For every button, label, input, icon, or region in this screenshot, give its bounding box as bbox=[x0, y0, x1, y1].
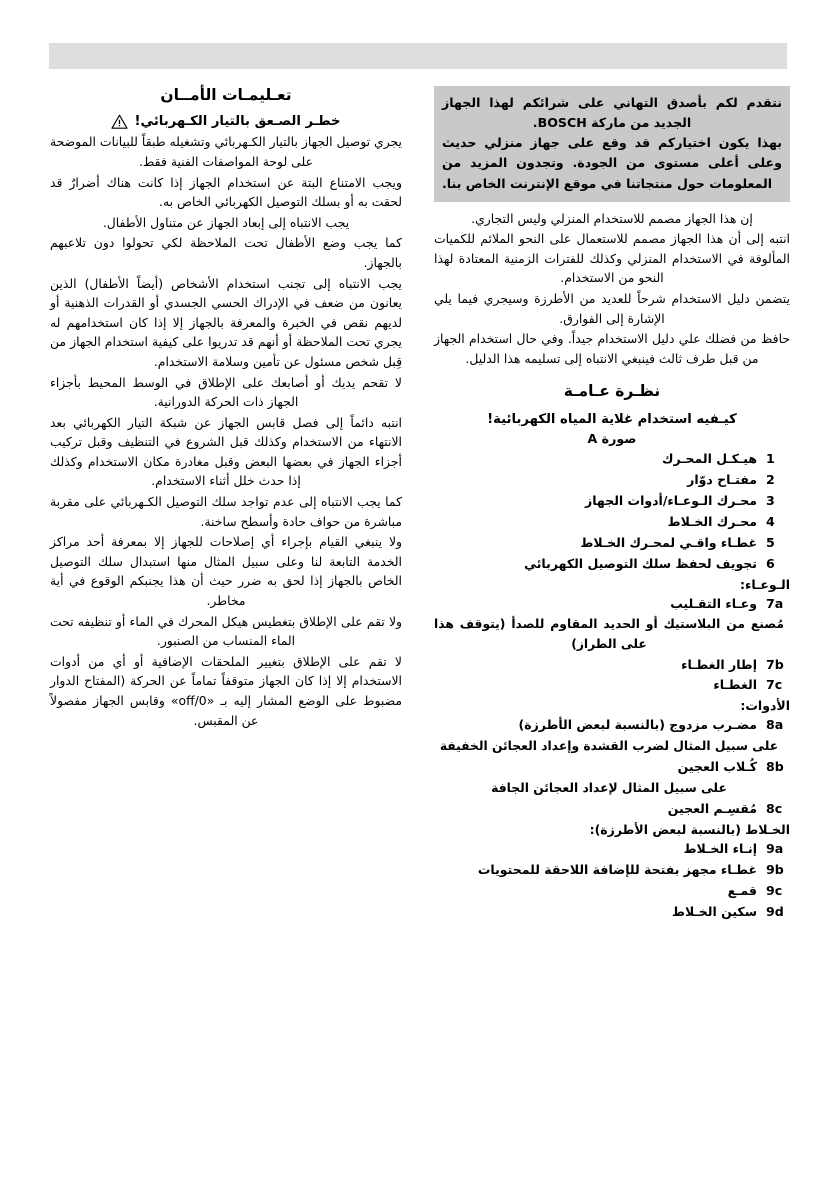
right-paragraph-3: يتضمن دليل الاستخدام شرحاً للعديد من الأطرزة وسيجري فيما يلي الإشارة إلى الفوارق. bbox=[434, 291, 790, 326]
part-number: 8a bbox=[766, 717, 784, 733]
part-item bbox=[434, 716, 790, 735]
safety-paragraph-10: ولا تقم على الإطلاق بتغطيس هيكل المحرك في الماء أو تنظيفه تحت الماء المنساب من الصنبور. bbox=[50, 613, 402, 649]
part-number: 6 bbox=[766, 555, 775, 571]
right-paragraph-1: إن هذا الجهاز مصمم للاستخدام المنزلي وليس التجاري. bbox=[471, 210, 753, 226]
electric-shock-warning bbox=[50, 114, 402, 129]
safety-paragraph-8: كما يجب الانتباه إلى عدم تواجد سلك التوصيل الكـهربائي على مقربة مباشرة من حواف حادة وأسطح ساخنة. bbox=[50, 494, 402, 529]
part-item bbox=[434, 555, 790, 574]
part-note: على سبيل المثال لضرب القشدة وإعداد العجائن الخفيفة bbox=[439, 739, 779, 754]
safety-paragraph-5: يجب الانتباه إلى تجنب استخدام الأشخاص (أيضاً الأطفال) الذين يعانون من ضعف في الإدراك الحسي الجسدي أو القدرات الذهنية أو لديهم نقص في الخبرة والمعرفة بالجهاز إلا إذا كان استخدامهم له يجري تحت الملاحظة أو أنهم قد تدريوا على كيفية استخدام الجهاز من قِبل شخص مسئول عن تأمين وسلامة الاستخدام. bbox=[50, 275, 402, 369]
part-number: 9c bbox=[766, 882, 783, 898]
warning-triangle-icon bbox=[111, 114, 128, 129]
part-item bbox=[434, 513, 790, 532]
part-item bbox=[434, 595, 790, 614]
safety-paragraph-2: ويجب الامتناع البتة عن استخدام الجهاز إذا كانت هناك أضرارٌ قد لحقت به أو بسلك التوصيل الكهربائي الخاص به. bbox=[50, 174, 402, 210]
top-header-banner bbox=[49, 43, 787, 69]
intro-line-1: نتقدم لكم بأصدق التهاني على شرائكم لهذا الجهاز الجديد من ماركة BOSCH. bbox=[442, 95, 782, 131]
two-column-layout bbox=[40, 86, 800, 924]
part-label: كُـلاب العجين bbox=[677, 759, 757, 775]
part-label: هيـكـل المحـرك bbox=[662, 451, 757, 467]
overview-section-title: نظـرة عـامـة bbox=[563, 382, 661, 401]
part-number: 4 bbox=[766, 513, 775, 529]
intro-highlight-box bbox=[434, 86, 790, 202]
intro-line-2: بهذا يكون اختياركم قد وقع على جهاز منزلي حديث وعلى أعلى مستوى من الجودة. وتجدون المزيد من المعلومات حول منتجاتنا في موقع الإنترنت الخاص بنا. bbox=[442, 135, 782, 191]
part-item bbox=[434, 471, 790, 490]
part-item bbox=[434, 492, 790, 511]
part-label: الغطـاء bbox=[713, 677, 757, 693]
part-item bbox=[434, 656, 790, 675]
part-number: 8c bbox=[766, 801, 783, 817]
part-number: 2 bbox=[766, 472, 775, 488]
right-paragraph-4: حافظ من فضلك علي دليل الاستخدام جيداً. وفي حال استخدام الجهاز من قبل طرف ثالث فينبغي الانتباه إلى تسليمه هذا الدليل. bbox=[434, 331, 790, 366]
safety-paragraph-1: يجري توصيل الجهاز بالتيار الكـهربائي وتشغيله طبقاً للبيانات الموضحة على لوحة المواصفات الفنية فقط. bbox=[50, 134, 402, 169]
part-item bbox=[434, 903, 790, 922]
part-label: غطـاء مجهز بفتحة للإضافة اللاحقة للمحتويات bbox=[477, 862, 757, 878]
part-label: وعـاء التقـليب bbox=[670, 595, 757, 611]
part-number: 7c bbox=[766, 677, 783, 693]
part-number: 9b bbox=[766, 862, 784, 878]
part-label: مضـرب مزدوج (بالنسبة لبعض الأطرزة) bbox=[518, 717, 757, 733]
parts-list-bowl bbox=[434, 595, 790, 614]
parts-list-blender bbox=[434, 840, 790, 922]
part-number: 7b bbox=[766, 656, 784, 672]
part-item bbox=[434, 450, 790, 469]
blender-group-heading: الخـلاط (بالنسبة لبعض الأطرزة): bbox=[589, 822, 790, 838]
safety-paragraph-3: يجب الانتباه إلى إبعاد الجهاز عن متناول الأطفال. bbox=[102, 214, 350, 230]
part-item bbox=[434, 840, 790, 859]
tools-group-heading: الأدوات: bbox=[740, 698, 790, 714]
part-label: سكين الخـلاط bbox=[672, 903, 757, 919]
part-label: غطـاء واقـي لمحـرك الخـلاط bbox=[580, 534, 757, 550]
part-label: إنـاء الخـلاط bbox=[683, 841, 757, 857]
right-paragraph-2: انتبه إلى أن هذا الجهاز مصمم للاستعمال على النحو الملائم للكميات المألوفة في الاستخدام المنزلي وكذلك للفترات الزمنية المعتادة لهذا النحو من الاستخدام. bbox=[434, 231, 790, 286]
part-number: 5 bbox=[766, 534, 775, 550]
part-item bbox=[434, 882, 790, 901]
parts-list-tools bbox=[434, 716, 790, 735]
part-number: 3 bbox=[766, 493, 775, 509]
parts-list-tools-cont bbox=[434, 758, 790, 777]
overview-subtitle: كيـفيه استخدام غلاية المياه الكهربائية! bbox=[487, 411, 737, 427]
part-number: 7a bbox=[766, 595, 784, 611]
part-label: محـرك الـوعـاء/أدوات الجهاز bbox=[585, 493, 757, 509]
safety-section-title: تعـليمـات الأمــان bbox=[160, 86, 292, 104]
safety-paragraph-9: ولا ينبغي القيام بإجراء أي إصلاحات للجهاز إلا بمعرفة أحد مراكز الخدمة التابعة لنا وعلى سبيل المثال منها استبدال سلك التوصيل الخاص بالجهاز إذا لحق به ضرر حيث أن هذا يجنبكم الوقوع في أية مخاطر. bbox=[50, 534, 402, 609]
part-number: 8b bbox=[766, 759, 784, 775]
part-note: على سبيل المثال لإعداد العجائن الجافة bbox=[491, 781, 727, 796]
safety-paragraph-4: كما يجب وضع الأطفال تحت الملاحظة لكي تحولوا دون تلاعبهم بالجهاز. bbox=[50, 235, 402, 270]
part-label: محـرك الخـلاط bbox=[667, 513, 757, 529]
part-item bbox=[434, 861, 790, 880]
safety-paragraph-11: لا تقم على الإطلاق بتغيير الملحقات الإضافية أو أي من أدوات الاستخدام إلا إذا كان الجهاز متوقفاً تماماً عن الحركة (المفتاح الدوار مضبوط على الوضع المشار إليه بـ «0/off» وقابس الجهاز مفصولاً عن المقبس. bbox=[50, 653, 402, 728]
warning-text: خطـر الصـعق بالتيار الكـهربائي! bbox=[134, 114, 341, 130]
part-label: مفتـاح دوّار bbox=[687, 472, 757, 488]
part-note: مُصنع من البلاستيك أو الحديد المقاوم للصدأ (يتوقف هذا على الطراز) bbox=[434, 617, 784, 651]
parts-list-main bbox=[434, 450, 790, 573]
part-number: 9d bbox=[766, 903, 784, 919]
part-number: 9a bbox=[766, 841, 784, 857]
part-item bbox=[434, 758, 790, 777]
part-label: تجويف لحفظ سلك التوصيل الكهربائي bbox=[524, 555, 757, 571]
part-item bbox=[434, 800, 790, 819]
part-item bbox=[434, 676, 790, 695]
part-label: إطار الغطـاء bbox=[681, 656, 757, 672]
left-column bbox=[40, 86, 420, 731]
part-label: قمـع bbox=[727, 882, 757, 898]
part-label: مُقسِـم العجين bbox=[667, 801, 757, 817]
figure-label: صورة A bbox=[587, 431, 637, 447]
safety-paragraph-7: انتبه دائماً إلى فصل قابس الجهاز عن شبكة التيار الكهربائي بعد الانتهاء من الاستخدام وكذلك قبل الشروع في التنظيف وقبل تركيب أجزاء الجهاز في بعضها البعض وقبل مغادرة مكان الاستخدام وكذلك إذا حدث خلل أثناء الاستخدام. bbox=[50, 414, 402, 489]
safety-paragraph-6: لا تقحم يديك أو أصابعك على الإطلاق في الوسط المحيط بأجزاء الجهاز ذات الحركة الدورانية. bbox=[50, 374, 402, 410]
part-item bbox=[434, 534, 790, 553]
parts-list-bowl-cont bbox=[434, 656, 790, 696]
part-number: 1 bbox=[766, 451, 775, 467]
bowl-group-heading: الـوعـاء: bbox=[740, 576, 790, 592]
right-column bbox=[420, 86, 800, 924]
parts-list-tools-cont2 bbox=[434, 800, 790, 819]
